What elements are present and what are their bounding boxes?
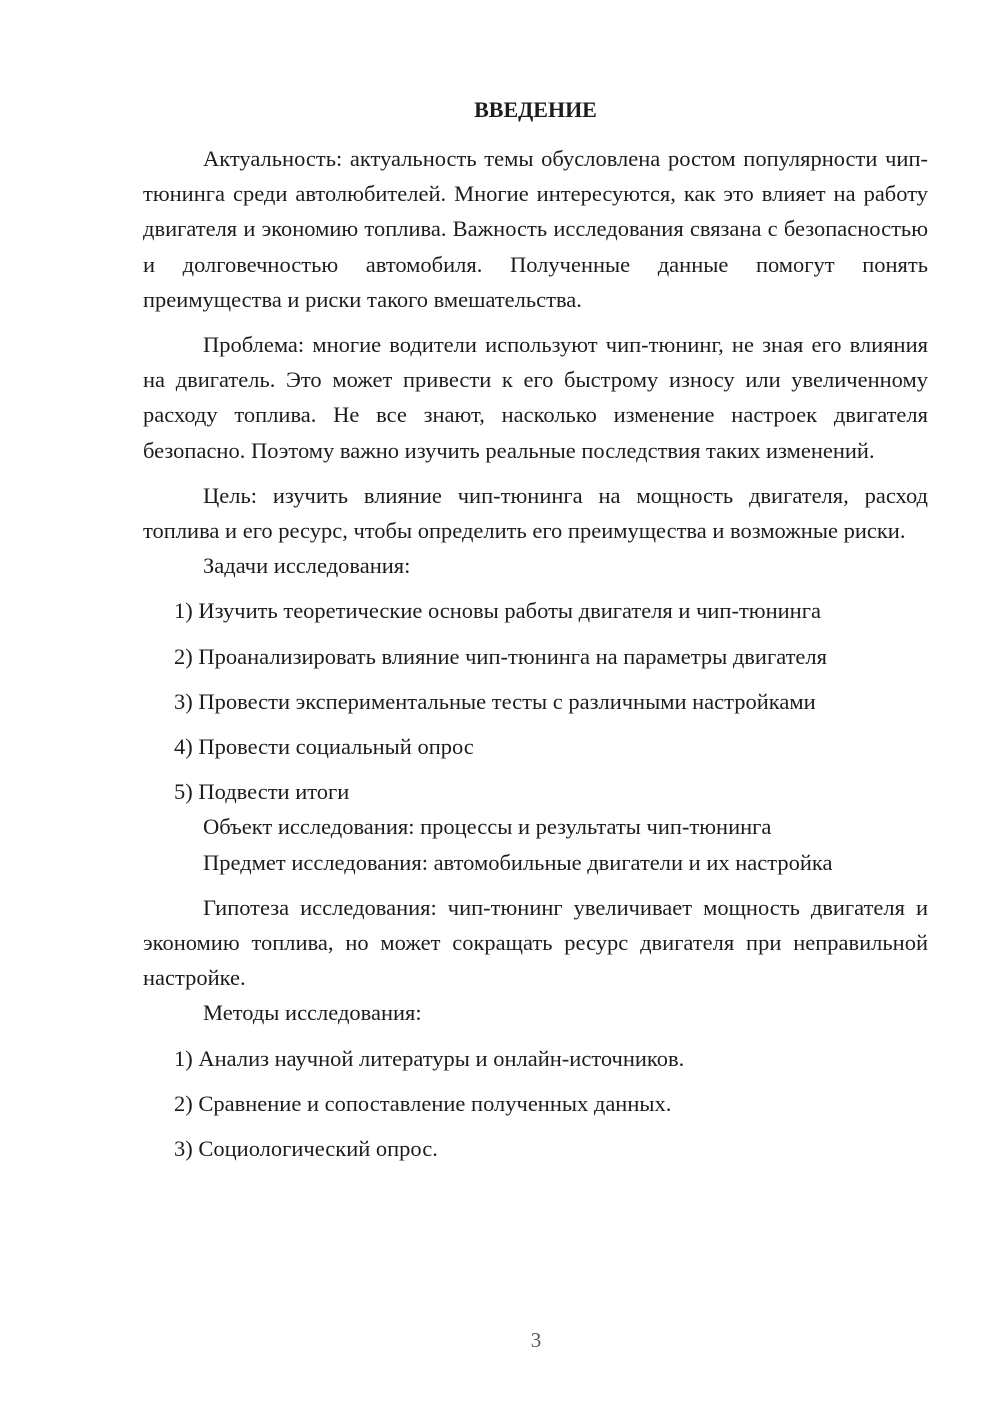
method-item: 3) Социологический опрос. xyxy=(174,1136,438,1162)
task-item: 2) Проанализировать влияние чип-тюнинга на параметры двигателя xyxy=(174,643,827,669)
task-item: 5) Подвести итоги xyxy=(174,779,350,805)
section-title: ВВЕДЕНИЕ xyxy=(474,97,597,122)
method-item: 2) Сравнение и сопоставление полученных данных. xyxy=(174,1090,672,1116)
methods-list xyxy=(143,1041,928,1167)
task-item: 3) Провести экспериментальные тесты с различными настройками xyxy=(174,688,816,714)
hypothesis-paragraph: Гипотеза исследования: чип-тюнинг увеличивает мощность двигателя и экономию топлива, но может сокращать ресурс двигателя при неправильной настройке. xyxy=(143,894,928,991)
problem-paragraph: Проблема: многие водители используют чип-тюнинг, не зная его влияния на двигатель. Это может привести к его быстрому износу или увеличенному расходу топлива. Не все знают, насколько изменение настроек двигателя безопасно. Поэтому важно изучить реальные последствия таких изменений. xyxy=(143,332,928,463)
tasks-heading: Задачи исследования: xyxy=(203,553,411,579)
page-content xyxy=(143,92,928,1166)
subject-paragraph: Предмет исследования: автомобильные двигатели и их настройка xyxy=(203,849,833,875)
methods-heading: Методы исследования: xyxy=(203,1000,422,1026)
task-item: 1) Изучить теоретические основы работы двигателя и чип-тюнинга xyxy=(174,598,821,624)
tasks-list xyxy=(143,593,928,809)
page-number: 3 xyxy=(530,1328,542,1352)
object-paragraph: Объект исследования: процессы и результаты чип-тюнинга xyxy=(203,814,772,840)
goal-paragraph: Цель: изучить влияние чип-тюнинга на мощность двигателя, расход топлива и его ресурс, чтобы определить его преимущества и возможные риски. xyxy=(143,482,928,544)
method-item: 1) Анализ научной литературы и онлайн-источников. xyxy=(174,1045,685,1071)
relevance-paragraph: Актуальность: актуальность темы обусловлена ростом популярности чип-тюнинга среди автолюбителей. Многие интересуются, как это влияет на работу двигателя и экономию топлива. Важность исследования связана с безопасностью и долговечностью автомобиля. Полученные данные помогут понять преимущества и риски такого вмешательства. xyxy=(143,146,928,312)
task-item: 4) Провести социальный опрос xyxy=(174,734,474,760)
